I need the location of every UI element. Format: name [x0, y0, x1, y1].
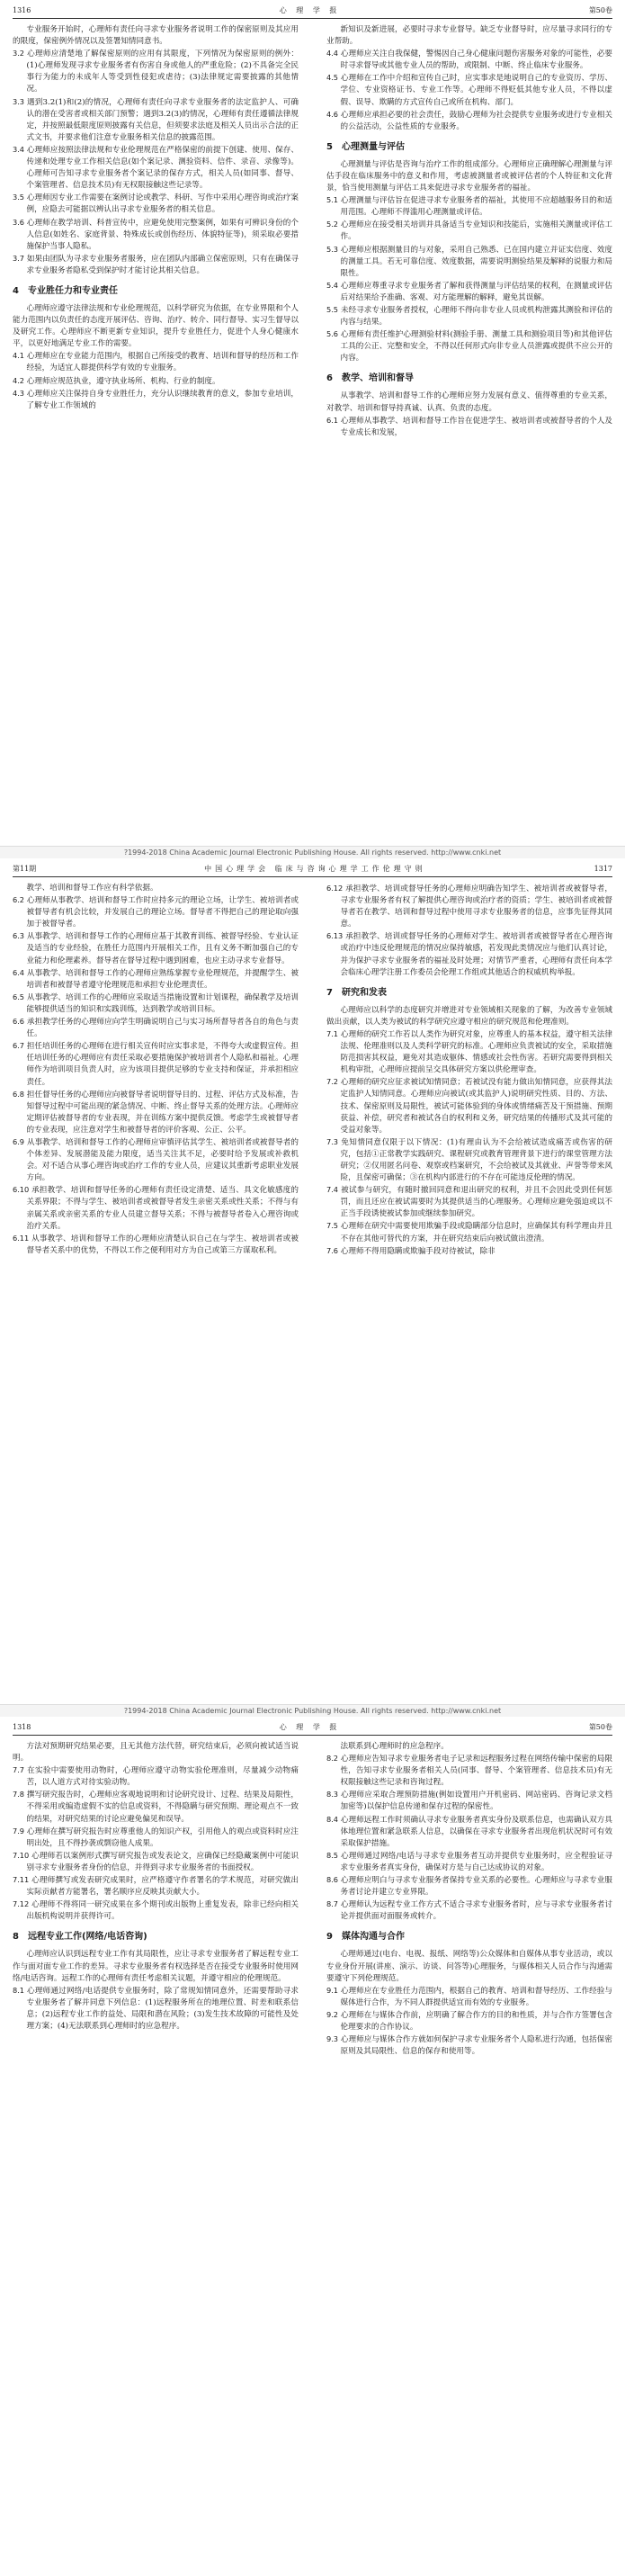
clause-item	[326, 1850, 612, 1874]
text-columns	[13, 24, 612, 439]
header-right: 第50卷	[588, 5, 612, 14]
journal-page	[0, 0, 625, 858]
clause-item	[326, 1220, 612, 1244]
section-heading: 8 远程专业工作(网络/电话咨询)	[13, 1932, 147, 1943]
clause-text: 心理师应在专业胜任力范围内，根据自己的教育、培训和督导经历、工作经验与媒体进行合作，为不同人群提供适宜而有效的专业服务。	[340, 1986, 612, 2007]
clause-number: 7.6	[326, 1245, 339, 1255]
clause-item	[13, 1826, 299, 1850]
clause-item	[326, 304, 612, 328]
clause-item	[13, 894, 299, 930]
clause-text: 心理师远程工作时须确认寻求专业服务者真实身份及联系信息，也需确认双方具体地理位置和紧急联系人信息，以确保在寻求专业服务者出现危机状况时可有效采取保护措施。	[340, 1815, 612, 1848]
clause-number: 7.11	[13, 1875, 30, 1885]
clause-number: 5.6	[326, 329, 339, 339]
clause-item	[326, 109, 612, 133]
running-header	[13, 5, 612, 19]
clause-text: 免知情同意仅限于以下情况：(1)有理由认为不会给被试造成痛苦或伤害的研究，包括①正常教学实践研究、课程研究或教育管理背景下进行的课堂管理方法研究；②仅用匿名问卷、观察或档案研究，不会给被试及其就业、声誉等带来风险，且保密可确保；③在机构内部进行的不存在可能违反伦理的情况。	[340, 1137, 612, 1183]
clause-text: 心理师不得用隐瞒或欺骗手段对待被试，除非	[340, 1246, 496, 1256]
clause-text: 心理师应在接受相关培训并具备适当专业知识和技能后，实施相关测量或评估工作。	[340, 220, 612, 242]
clause-text: 承担教学、培训和督导任务的心理师有责任设定清楚、适当、具文化敏感度的关系界限；不得与学生、被培训者或被督导者发生亲密关系或性关系；不得与有亲属关系或亲密关系的专业人员建立督导关系；不得与被督导者卷入心理咨询或治疗关系。	[26, 1186, 299, 1231]
clause-text: 心理师应关注自我保健，警惕因自己身心健康问题伤害服务对象的可能性，必要时寻求督导或其他专业人员的帮助，或限制、中断、终止临床专业服务。	[340, 49, 612, 71]
clause-number: 3.4	[13, 144, 25, 154]
clause-text: 心理师应明白与寻求专业服务者保持专业关系的必要性。心理师应与寻求专业服务者讨论并建立专业界限。	[340, 1876, 612, 1898]
clause-text: 在实验中需要使用动物时，心理师应遵守动物实验伦理准则，尽量减少动物痛苦，以人道方式对待实验动物。	[26, 1766, 299, 1788]
header-left: 第11期	[13, 864, 37, 873]
clause-item	[326, 328, 612, 364]
text-column	[13, 1741, 299, 2058]
clause-item	[13, 967, 299, 992]
clause-text: 承担教学、培训或督导任务的心理师对学生、被培训者或被督导者在心理咨询或治疗中违反伦理规范的情况应保持敏感，若发现此类情况应与他们认真讨论，并为保护寻求专业服务者的福祉及时处理；对情节严重者，心理师有责任向本学会临床心理学注册工作委员会伦理工作组或其他适合的权威机构举报。	[340, 932, 612, 977]
clause-number: 6.6	[13, 1017, 25, 1027]
clause-number: 6.11	[13, 1233, 30, 1243]
clause-number: 8.5	[326, 1850, 339, 1860]
clause-item	[326, 1898, 612, 1923]
running-header	[13, 1722, 612, 1736]
clause-text: 心理师有责任维护心理测验材料(测验手册、测量工具和测验项目等)和其他评估工具的公正、完整和安全，不得以任何形式向非专业人员泄露或提供不应公开的内容。	[340, 330, 612, 364]
clause-text: 心理师应承担必要的社会责任，鼓励心理师为社会提供专业服务或进行专业相关的公益活动，公益性质的专业服务。	[340, 110, 612, 131]
text-columns	[13, 883, 612, 1258]
clause-number: 7.10	[13, 1850, 30, 1860]
clause-text: 心理师在工作中介绍和宣传自己时，应实事求是地说明自己的专业资历、学历、学位、专业资格证书、专业工作等。心理师不得贬低其他专业人员，不得以虚假、误导、欺瞒的方式宣传自己或所在机构、部门。	[340, 74, 612, 107]
body-paragraph: 心理测量与评估是咨询与治疗工作的组成部分。心理师应正确理解心理测量与评估手段在临床服务中的意义和作用，考虑被测量者或被评估者的个人特征和文化背景，恰当使用测量与评估工具来促进寻求专业服务者的福祉。	[326, 159, 612, 193]
clause-number: 8.2	[326, 1754, 339, 1764]
clause-number: 7.8	[13, 1790, 25, 1800]
section-heading: 6 教学、培训和督导	[326, 373, 414, 384]
clause-text: 心理师应与媒体合作方就如何保护寻求专业服务者个人隐私进行沟通，包括保密原则及其局限性、信息的保存和使用等。	[340, 2035, 612, 2057]
clause-number: 6.2	[13, 895, 25, 905]
header-center: 心 理 学 报	[279, 1722, 341, 1731]
clause-text: 心理师不得将同一研究成果在多个期刊或出版物上重复发表，除非已经向相关出版机构说明并获得许可。	[26, 1900, 299, 1922]
body-paragraph: 从事教学、培训和督导工作的心理师应努力发展有意义、值得尊重的专业关系，对教学、培训和督导持真诚、认真、负责的态度。	[326, 391, 612, 413]
clause-number: 7.5	[326, 1221, 339, 1231]
clause-item	[13, 350, 299, 374]
clause-number: 7.4	[326, 1185, 339, 1195]
clause-number: 9.1	[326, 1985, 339, 1995]
clause-number: 8.6	[326, 1875, 339, 1885]
clause-item	[326, 2033, 612, 2058]
clause-item	[13, 930, 299, 966]
clause-text: 心理师的研究应征求被试知情同意；若被试没有能力做出知情同意，应获得其法定监护人知情同意。心理师应向被试(或其监护人)说明研究性质、目的、方法、技术、保密原则及局限性，被试可能体验到的身体或情绪痛苦及干预措施、预期获益、补偿，研究者和被试各自的权利和义务，研究结果的传播形式及其可能的受益对象等。	[340, 1078, 612, 1135]
clause-text: 心理师认为远程专业工作方式不适合寻求专业服务者时，应与寻求专业服务者讨论并提供面对面服务或转介。	[340, 1900, 612, 1922]
clause-number: 7.3	[326, 1136, 339, 1146]
text-column	[13, 24, 299, 439]
clause-number: 3.7	[13, 253, 25, 263]
clause-text: 心理师撰写或发表研究成果时，应严格遵守作者署名的学术规范，对研究做出实际贡献者方能署名，署名顺序应反映其贡献大小。	[26, 1876, 299, 1898]
running-header	[13, 864, 612, 877]
clause-number: 7.2	[326, 1077, 339, 1087]
clause-item	[326, 1184, 612, 1220]
clause-number: 4.3	[13, 388, 25, 398]
section-heading: 7 研究和发表	[326, 987, 387, 998]
clause-number: 4.5	[326, 73, 339, 83]
clause-text: 心理师的研究工作若以人类作为研究对象，应尊重人的基本权益，遵守相关法律法规、伦理准则以及人类科学研究的标准。心理师应负责被试的安全，采取措施防范损害其权益，避免对其造成躯体、情感或社会性伤害。若研究需要得到相关机构审批，心理师应提前呈交具体研究方案以供伦理审查。	[340, 1029, 612, 1075]
clause-text: 心理师在撰写研究报告时应尊重他人的知识产权，引用他人的观点或资料时应注明出处，且不得抄袭或剽窃他人成果。	[26, 1827, 299, 1848]
clause-number: 5.2	[326, 220, 339, 229]
clause-item	[13, 1898, 299, 1923]
clause-item	[13, 1985, 299, 2033]
clause-item	[326, 72, 612, 108]
clause-number: 5.4	[326, 280, 339, 290]
clause-text: 担任培训任务的心理师在进行相关宣传时应实事求是，不得夸大或虚假宣传。担任培训任务的心理师应有责任采取必要措施保护被培训者个人隐私和福祉。心理师作为培训项目负责人时，应为该项目提供足够的专业支持和保证，并承担相应责任。	[26, 1042, 299, 1087]
clause-text: 心理师应关注保持自身专业胜任力，充分认识继续教育的意义，参加专业培训，了解专业工作领域的	[26, 389, 299, 410]
clause-item	[326, 219, 612, 243]
clause-text: 心理师因专业工作需要在案例讨论或教学、科研、写作中采用心理咨询或治疗案例，应隐去可能据以辨认出寻求专业服务者的相关信息。	[26, 193, 299, 215]
clause-number: 4.4	[326, 49, 339, 58]
clause-item	[13, 1850, 299, 1874]
section-heading: 4 专业胜任力和专业责任	[13, 285, 118, 296]
section-heading: 5 心理测量与评估	[326, 141, 405, 152]
clause-text: 心理师应尊重寻求专业服务者了解和获得测量与评估结果的权利，在测量或评估后对结果给予准确、客观、对方能理解的解释，避免其误解。	[340, 281, 612, 302]
body-paragraph: 法联系到心理师时的应急程序。	[340, 1742, 449, 1751]
body-paragraph: 心理师应认识到远程专业工作有其局限性，应让寻求专业服务者了解远程专业工作与面对面专业工作的差异。寻求专业服务者有权选择是否在接受专业服务时使用网络/电话咨询。远程工作的心理师有责任考虑相关议题，并遵守相应的伦理规范。	[13, 1950, 299, 1983]
clause-item	[326, 1789, 612, 1813]
clause-number: 4.6	[326, 109, 339, 119]
clause-text: 心理师应根据测量目的与对象，采用自己熟悉、已在国内建立并证实信度、效度的测量工具。若无可靠信度、效度数据，需要说明测验结果及解释的说服力和局限性。	[340, 245, 612, 278]
clause-item	[13, 96, 299, 144]
clause-number: 6.12	[326, 884, 344, 893]
body-paragraph: 心理师应遵守法律法规和专业伦理规范，以科学研究为依据，在专业界限和个人能力范围内以负责任的态度开展评估、咨询、治疗、转介、同行督导、实习生督导以及研究工作。心理师应不断更新专业知识，提升专业胜任力，促进个人身心健康水平，以更好地满足专业工作的需要。	[13, 303, 299, 349]
clause-text: 承担教学任务的心理师应向学生明确说明自己与实习场所督导者各自的角色与责任。	[26, 1018, 299, 1039]
clause-item	[13, 1233, 299, 1257]
clause-text: 从事教学、培训工作的心理师应采取适当措施设置和计划课程，确保教学及培训能够提供适当的知识和实践训练，达到教学或培训目标。	[26, 992, 299, 1014]
header-right: 第50卷	[588, 1722, 612, 1731]
clause-item	[326, 1814, 612, 1850]
clause-number: 9.2	[326, 2009, 339, 2019]
clause-item	[326, 883, 612, 930]
clause-number: 6.9	[13, 1136, 25, 1146]
clause-item	[13, 1184, 299, 1232]
clause-number: 5.3	[326, 244, 339, 254]
body-paragraph: 方法对预期研究结果必要，且无其他方法代替，研究结束后，必须向被试适当说明。	[13, 1742, 299, 1764]
clause-item	[13, 1789, 299, 1825]
section-heading: 9 媒体沟通与合作	[326, 1932, 405, 1943]
journal-page	[0, 1717, 625, 2575]
clause-item	[326, 1076, 612, 1135]
clause-number: 8.3	[326, 1790, 339, 1800]
clause-number: 3.5	[13, 193, 25, 202]
clause-item	[13, 1089, 299, 1136]
clause-number: 4.1	[13, 351, 25, 361]
clause-text: 从事教学、培训和督导工作的心理师应基于其教育训练、被督导经验、专业认证及适当的专业经验，在胜任力范围内开展相关工作，且有义务不断加强自己的专业能力和伦理素养。督导者在督导过程中遇到困难，也应主动寻求专业督导。	[26, 932, 299, 965]
copyright-footer: ?1994-2018 China Academic Journal Electronic Publishing House. All rights reserved. http://www.cnki.net	[0, 1704, 625, 1717]
clause-item	[326, 415, 612, 439]
clause-item	[13, 1764, 299, 1789]
clause-text: 担任督导任务的心理师应向被督导者说明督导目的、过程、评估方式及标准，告知督导过程中可能出现的紧急情况、中断、终止督导关系的处理方法。心理师应定期评估被督导者的专业表现，并在训练方案中提供反馈。考虑学生或被督导者的专业表现，应注意对学生和被督导者的评价客观、公正、公平。	[26, 1090, 299, 1135]
clause-number: 6.1	[326, 415, 339, 425]
clause-text: 被试参与研究，有随时撤回同意和退出研究的权利，并且不会因此受到任何惩罚，而且还应在被试需要时为其提供适当的心理服务。心理师应避免强迫或以不正当手段诱使被试参加或继续参加研究。	[340, 1186, 612, 1219]
copyright-footer: ?1994-2018 China Academic Journal Electronic Publishing House. All rights reserved. http://www.cnki.net	[0, 846, 625, 858]
clause-item	[326, 1245, 612, 1258]
clause-number: 6.8	[13, 1089, 25, 1099]
text-column	[326, 24, 612, 439]
clause-number: 6.13	[326, 931, 344, 941]
clause-text: 未经寻求专业服务者授权，心理师不得向非专业人员或机构泄露其测验和评估的内容与结果。	[340, 305, 612, 328]
header-center: 心 理 学 报	[279, 5, 341, 14]
clause-number: 3.6	[13, 217, 25, 227]
clause-number: 6.7	[13, 1041, 25, 1051]
clause-text: 心理师应告知寻求专业服务者电子记录和远程服务过程在网络传输中保密的局限性，告知寻求专业服务者相关人员(同事、督导、个案管理者、信息技术员)有无权限接触这些记录和咨询过程。	[340, 1755, 612, 1788]
clause-number: 5.1	[326, 195, 339, 205]
clause-number: 7.7	[13, 1765, 25, 1775]
clause-item	[13, 217, 299, 253]
clause-number: 6.4	[13, 967, 25, 977]
clause-number: 5.5	[326, 304, 339, 314]
clause-item	[326, 930, 612, 978]
clause-number: 3.2	[13, 49, 25, 58]
text-columns	[13, 1741, 612, 2058]
clause-text: 心理师从事教学、培训和督导工作时应持多元的理论立场，让学生、被培训者或被督导者有机会比较，并发展自己的理论立场。督导者不得把自己的理论取向强加于被督导者。	[26, 896, 299, 929]
clause-number: 8.7	[326, 1899, 339, 1909]
header-left: 1318	[13, 1722, 31, 1731]
clause-number: 7.1	[326, 1028, 339, 1038]
body-paragraph: 心理师通过(电台、电视、报纸、网络等)公众媒体和自媒体从事专业活动，或以专业身份开展(讲座、演示、访谈、问答等)心理服务，与媒体相关人员合作与沟通需要遵守下列伦理规范。	[326, 1950, 612, 1983]
clause-text: 心理师应在专业能力范围内，根据自己所接受的教育、培训和督导的经历和工作经验，为适宜人群提供科学有效的专业服务。	[26, 352, 299, 373]
clause-text: 如果由团队为寻求专业服务者服务，应在团队内部确立保密原则，只有在确保寻求专业服务者隐私受到保护时才能讨论其相关信息。	[26, 254, 299, 275]
clause-text: 心理师在研究中需要使用欺骗手段或隐瞒部分信息时，应确保其有科学理由并且不存在其他可替代的方案，并在研究结束后向被试做出澄清。	[340, 1222, 612, 1243]
clause-text: 心理师若以案例形式撰写研究报告或发表论文，应确保已经隐藏案例中可能识别寻求专业服务者身份的信息，并得到寻求专业服务者的书面授权。	[26, 1851, 299, 1872]
clause-text: 从事教学、培训和督导工作的心理师应熟练掌握专业伦理规范，并提醒学生、被培训者和被督导者遵守伦理规范和承担专业伦理责任。	[26, 968, 299, 990]
clause-item	[13, 192, 299, 216]
header-right: 1317	[594, 864, 612, 873]
clause-number: 8.4	[326, 1814, 339, 1824]
clause-item	[326, 2009, 612, 2033]
body-paragraph: 新知识及新进展，必要时寻求专业督导。缺乏专业督导时，应尽量寻求同行的专业帮助。	[326, 25, 612, 47]
clause-item	[326, 48, 612, 72]
clause-text: 心理师从事教学、培训和督导工作旨在促进学生、被培训者或被督导者的个人及专业成长和发展，	[340, 416, 612, 437]
clause-text: 承担教学、培训或督导任务的心理师应明确告知学生、被培训者或被督导者，寻求专业服务者有权了解提供心理咨询或治疗者的资质；学生、被培训者或被督导者若在教学、培训和督导过程中使用寻求专业服务者的信息，应事先征得其同意。	[340, 884, 612, 929]
clause-text: 心理师通过网络/电话与寻求专业服务者互动并提供专业服务时，应全程验证寻求专业服务者真实身份，确保对方是与自己达成协议的对象。	[340, 1851, 612, 1872]
clause-item	[326, 244, 612, 280]
clause-text: 心理师应按照法律法规和专业伦理规范在严格保密的前提下创建、使用、保存、传递和处理专业工作相关信息(如个案记录、测验资料、信件、录音、录像等)。心理师可告知寻求专业服务者个案记录的保存方式，相关人员(如同事、督导、个案管理者、信息技术员)有无权限接触这些记录等。	[26, 145, 299, 191]
clause-item	[13, 388, 299, 412]
text-column	[13, 883, 299, 1258]
clause-text: 心理测量与评估旨在促进寻求专业服务者的福祉，其使用不应超越服务目的和适用范围。心理师不得滥用心理测量或评估。	[340, 196, 612, 218]
header-left: 1316	[13, 5, 31, 14]
journal-page	[0, 858, 625, 1717]
clause-item	[13, 1136, 299, 1184]
clause-number: 8.1	[13, 1985, 25, 1995]
clause-number: 6.5	[13, 992, 25, 1001]
clause-item	[326, 1136, 612, 1184]
clause-number: 7.9	[13, 1826, 25, 1836]
clause-number: 3.3	[13, 96, 25, 106]
clause-text: 从事教学、培训和督导工作的心理师应审慎评估其学生、被培训者或被督导者的个体差异、发展潜能及能力限度，适当关注其不足，必要时给予发展或补救机会。对不适合从事心理咨询或治疗工作的专业人员，应建议其重新考虑职业发展方向。	[26, 1137, 299, 1183]
clause-text: 撰写研究报告时，心理师应客观地说明和讨论研究设计、过程、结果及局限性，不得采用或编造虚假不实的信息或资料，不得隐瞒与研究预期、理论观点不一致的结果，对研究结果的讨论应避免偏见和误导。	[26, 1791, 299, 1824]
text-column	[326, 1741, 612, 2058]
body-paragraph: 教学、培训和督导工作应有科学依据。	[26, 884, 158, 893]
clause-text: 心理师应清楚地了解保密原则的应用有其限度，下列情况为保密原则的例外：(1)心理师发现寻求专业服务者有伤害自身或他人的严重危险；(2)不具备完全民事行为能力的未成年人等受到性侵犯或虐待；(3)法律规定需要披露的其他情况。	[26, 49, 299, 94]
clause-number: 6.3	[13, 931, 25, 941]
clause-item	[13, 992, 299, 1016]
clause-number: 9.3	[326, 2034, 339, 2044]
clause-text: 心理师应规范执业，遵守执业场所、机构、行业的制度。	[26, 376, 220, 386]
clause-item	[13, 144, 299, 192]
clause-text: 心理师通过网络/电话提供专业服务时，除了常规知情同意外，还需要帮助寻求专业服务者了解并同意下列信息：(1)远程服务所在的地理位置、时差和联系信息；(2)远程专业工作的益处、局限和潜在风险；(3)发生技术故障的可能性及处理方案；(4)无法联系到心理师时的应急程序。	[26, 1986, 299, 2031]
clause-item	[326, 1753, 612, 1789]
clause-text: 心理师在教学培训、科普宣传中，应避免使用完整案例，如果有可辨识身份的个人信息(如姓名、家庭背景、特殊成长或创伤经历、体貌特征等)，须采取必要措施保护当事人隐私。	[26, 218, 299, 251]
clause-number: 4.2	[13, 375, 25, 385]
clause-number: 7.12	[13, 1899, 30, 1909]
header-center: 中国心理学会 临床与咨询心理学工作伦理守则	[204, 864, 426, 873]
clause-item	[326, 1874, 612, 1898]
text-column	[326, 883, 612, 1258]
clause-item	[13, 1040, 299, 1088]
clause-item	[326, 1028, 612, 1076]
clause-item	[13, 375, 299, 388]
clause-item	[326, 280, 612, 304]
clause-text: 心理师应采取合理预防措施(例如设置用户开机密码、网站密码、咨询记录文档加密等)以保护信息传递和保存过程的保密性。	[340, 1791, 613, 1812]
clause-text: 遇到3.2(1)和(2)的情况，心理师有责任向寻求专业服务者的法定监护人、可确认的潜在受害者或相关部门预警；遇到3.2(3)的情况，心理师有责任遵循法律规定，并按照最低限度原则披露有关信息，但须要求法庭及相关人员出示合法的正式文书，并要求他们注意专业服务相关信息的披露范围。	[26, 97, 299, 142]
clause-item	[13, 1874, 299, 1898]
clause-item	[13, 253, 299, 277]
clause-item	[13, 1016, 299, 1040]
clause-text: 心理师在与媒体合作前，应明确了解合作方的目的和性质，并与合作方签署包含伦理要求的合作协议。	[340, 2010, 612, 2032]
clause-item	[326, 194, 612, 219]
body-paragraph: 专业服务开始时，心理师有责任向寻求专业服务者说明工作的保密原则及其应用的限度，保密例外情况以及签署知情同意书。	[13, 25, 299, 47]
clause-item	[13, 48, 299, 95]
clause-number: 6.10	[13, 1185, 30, 1195]
body-paragraph: 心理师应以科学的态度研究并增进对专业领域相关现象的了解，为改善专业领域做出贡献，以人类为被试的科学研究应遵守相应的研究规范和伦理准则。	[326, 1005, 612, 1027]
clause-item	[326, 1985, 612, 2009]
clause-text: 从事教学、培训和督导工作的心理师应清楚认识自己在与学生、被培训者或被督导者关系中的优势，不得以工作之便利用对方为自己或第三方谋取私利。	[26, 1234, 299, 1255]
